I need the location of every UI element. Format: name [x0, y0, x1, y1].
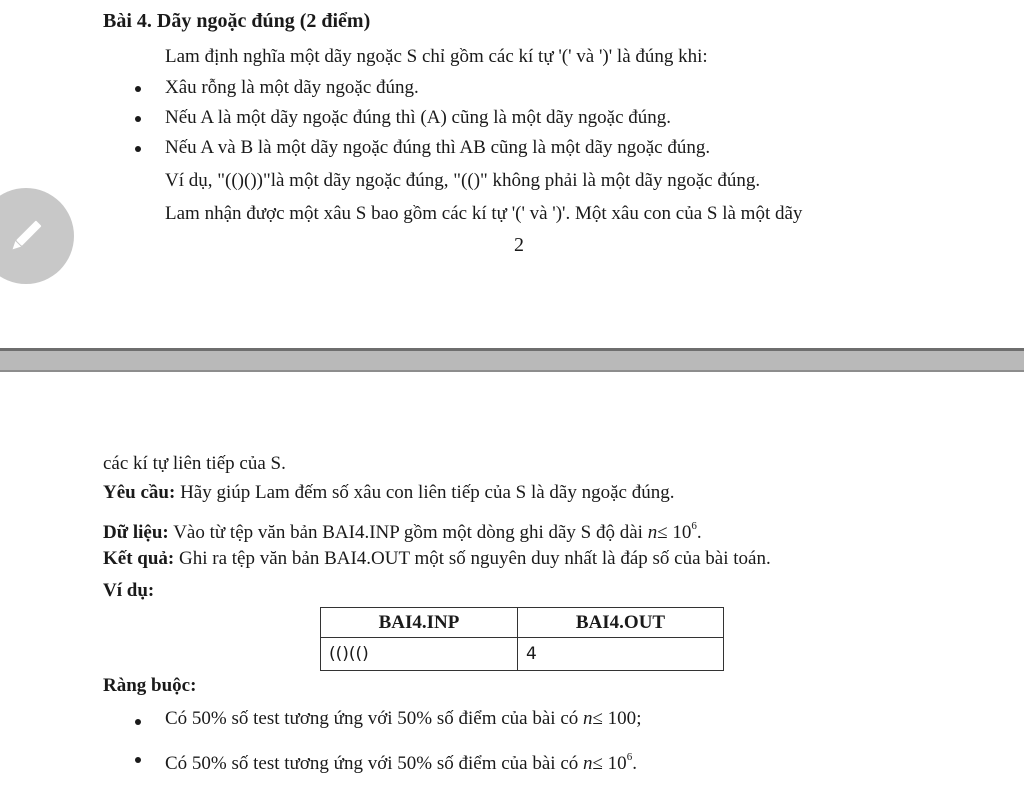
math-relation: ≤ 10 [592, 753, 627, 774]
definition-bullet: Nếu A là một dãy ngoặc đúng thì (A) cũng là một dãy ngoặc đúng. [165, 107, 672, 128]
edit-fab-button[interactable] [0, 188, 74, 284]
bullet-dot [135, 719, 141, 725]
page-number: 2 [514, 234, 524, 256]
table-header-output: BAI4.OUT [518, 608, 723, 638]
constraint-item [165, 707, 641, 731]
math-variable: n [583, 708, 593, 729]
math-end: . [696, 522, 702, 543]
bullet-dot [135, 146, 141, 152]
constraint-text: Có 50% số test tương ứng với 50% số điểm của bài có [165, 753, 579, 774]
requirement-label: Yêu cầu: [103, 482, 176, 503]
table-header-input: BAI4.INP [321, 608, 518, 638]
input-line [103, 514, 702, 545]
table-cell-output: 4 [526, 644, 537, 664]
bullet-dot [135, 757, 141, 763]
pencil-icon [4, 214, 48, 258]
math-variable: n [647, 522, 658, 543]
math-relation: ≤ 10 [657, 522, 692, 543]
example-sentence: Ví dụ, "(()())"là một dãy ngoặc đúng, "(()" không phải là một dãy ngoặc đúng. [165, 170, 761, 191]
example-table [320, 607, 724, 671]
output-line [103, 547, 771, 571]
requirement-text: Hãy giúp Lam đếm số xâu con liên tiếp của S là dãy ngoặc đúng. [180, 482, 675, 503]
continued-text: các kí tự liên tiếp của S. [103, 453, 286, 474]
constraints-label: Ràng buộc: [103, 675, 197, 696]
intro-text: Lam định nghĩa một dãy ngoặc S chỉ gồm các kí tự '(' và ')' là đúng khi: [165, 46, 708, 67]
output-label: Kết quả: [103, 548, 175, 569]
definition-bullet: Xâu rỗng là một dãy ngoặc đúng. [165, 77, 419, 98]
bullet-dot [135, 86, 141, 92]
math-relation: ≤ 100 [592, 708, 637, 729]
constraint-item [165, 745, 637, 776]
math-exponent: 6 [626, 751, 633, 763]
input-label: Dữ liệu: [103, 522, 169, 543]
math-end: . [632, 753, 637, 774]
example-label: Ví dụ: [103, 580, 155, 601]
output-text: Ghi ra tệp văn bản BAI4.OUT một số nguyên duy nhất là đáp số của bài toán. [179, 548, 771, 569]
input-text: Vào từ tệp văn bản BAI4.INP gồm một dòng ghi dãy S độ dài [173, 522, 643, 543]
constraint-text: Có 50% số test tương ứng với 50% số điểm của bài có [165, 708, 579, 729]
bullet-dot [135, 116, 141, 122]
page-separator [0, 348, 1024, 372]
definition-bullet: Nếu A và B là một dãy ngoặc đúng thì AB cũng là một dãy ngoặc đúng. [165, 137, 711, 158]
page-upper [0, 0, 1024, 348]
requirement-line [103, 481, 674, 505]
continued-sentence: Lam nhận được một xâu S bao gồm các kí tự '(' và ')'. Một xâu con của S là một dãy [165, 203, 803, 224]
problem-title: Bài 4. Dãy ngoặc đúng (2 điểm) [103, 10, 371, 32]
math-exponent: 6 [691, 520, 697, 532]
math-variable: n [583, 753, 593, 774]
table-cell-input: (()(() [321, 638, 518, 670]
math-end: ; [636, 708, 642, 729]
